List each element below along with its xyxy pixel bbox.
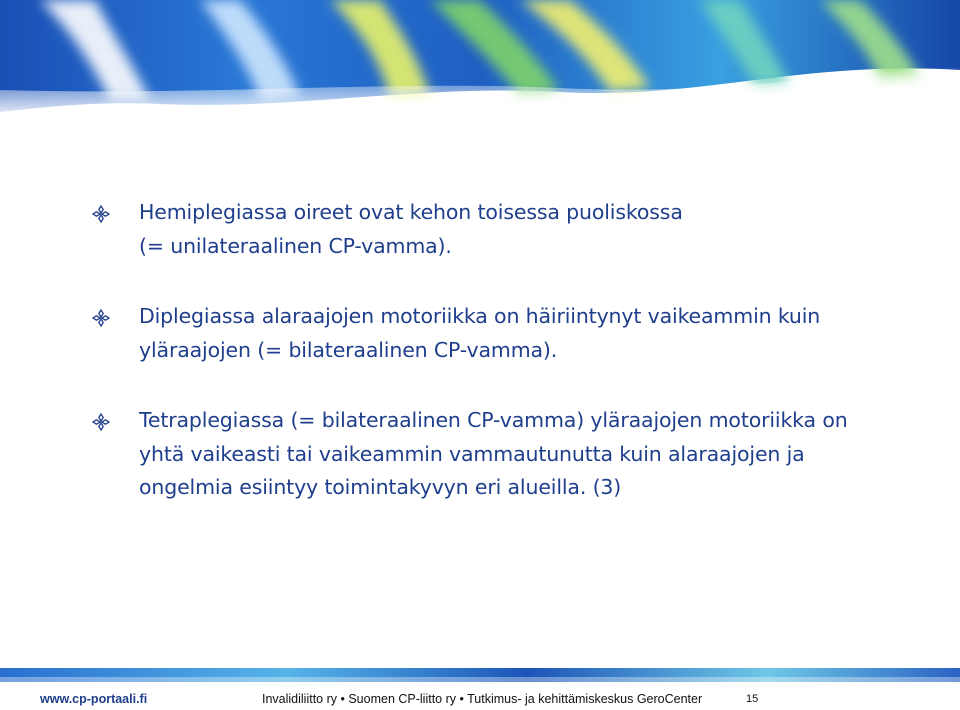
- footer-organizations: Invalidiliitto ry • Suomen CP-liitto ry • Tutkimus- ja kehittämiskeskus GeroCenter: [262, 692, 703, 706]
- bullet-line: yläraajojen (= bilateraalinen CP-vamma).: [139, 337, 558, 362]
- four-diamond-star-icon: [92, 205, 110, 223]
- header-wave-banner: [0, 0, 960, 120]
- footer-website-link[interactable]: www.cp-portaali.fi: [40, 692, 148, 706]
- bullet-line: Tetraplegiassa (= bilateraalinen CP-vamma) yläraajojen motoriikka on: [139, 408, 848, 432]
- four-diamond-star-icon: [92, 413, 110, 431]
- bullet-line: yhtä vaikeasti tai vaikeammin vammautunutta kuin alaraajojen ja: [139, 441, 805, 466]
- bullet-item: [92, 404, 932, 505]
- four-diamond-star-icon: [92, 309, 110, 327]
- bullet-item: [92, 300, 932, 367]
- bullet-item: [92, 196, 932, 263]
- page-number: 15: [746, 693, 759, 705]
- bullet-line: ongelmia esiintyy toimintakyvyn eri alueilla. (3): [139, 475, 622, 499]
- bullet-line: Hemiplegiassa oireet ovat kehon toisessa puoliskossa: [139, 200, 683, 224]
- bullet-list: [92, 196, 932, 505]
- bullet-line: Diplegiassa alaraajojen motoriikka on häiriintynyt vaikeammin kuin: [139, 304, 821, 328]
- footer-wave-band: [0, 668, 960, 682]
- bullet-line: (= unilateraalinen CP-vamma).: [139, 233, 452, 258]
